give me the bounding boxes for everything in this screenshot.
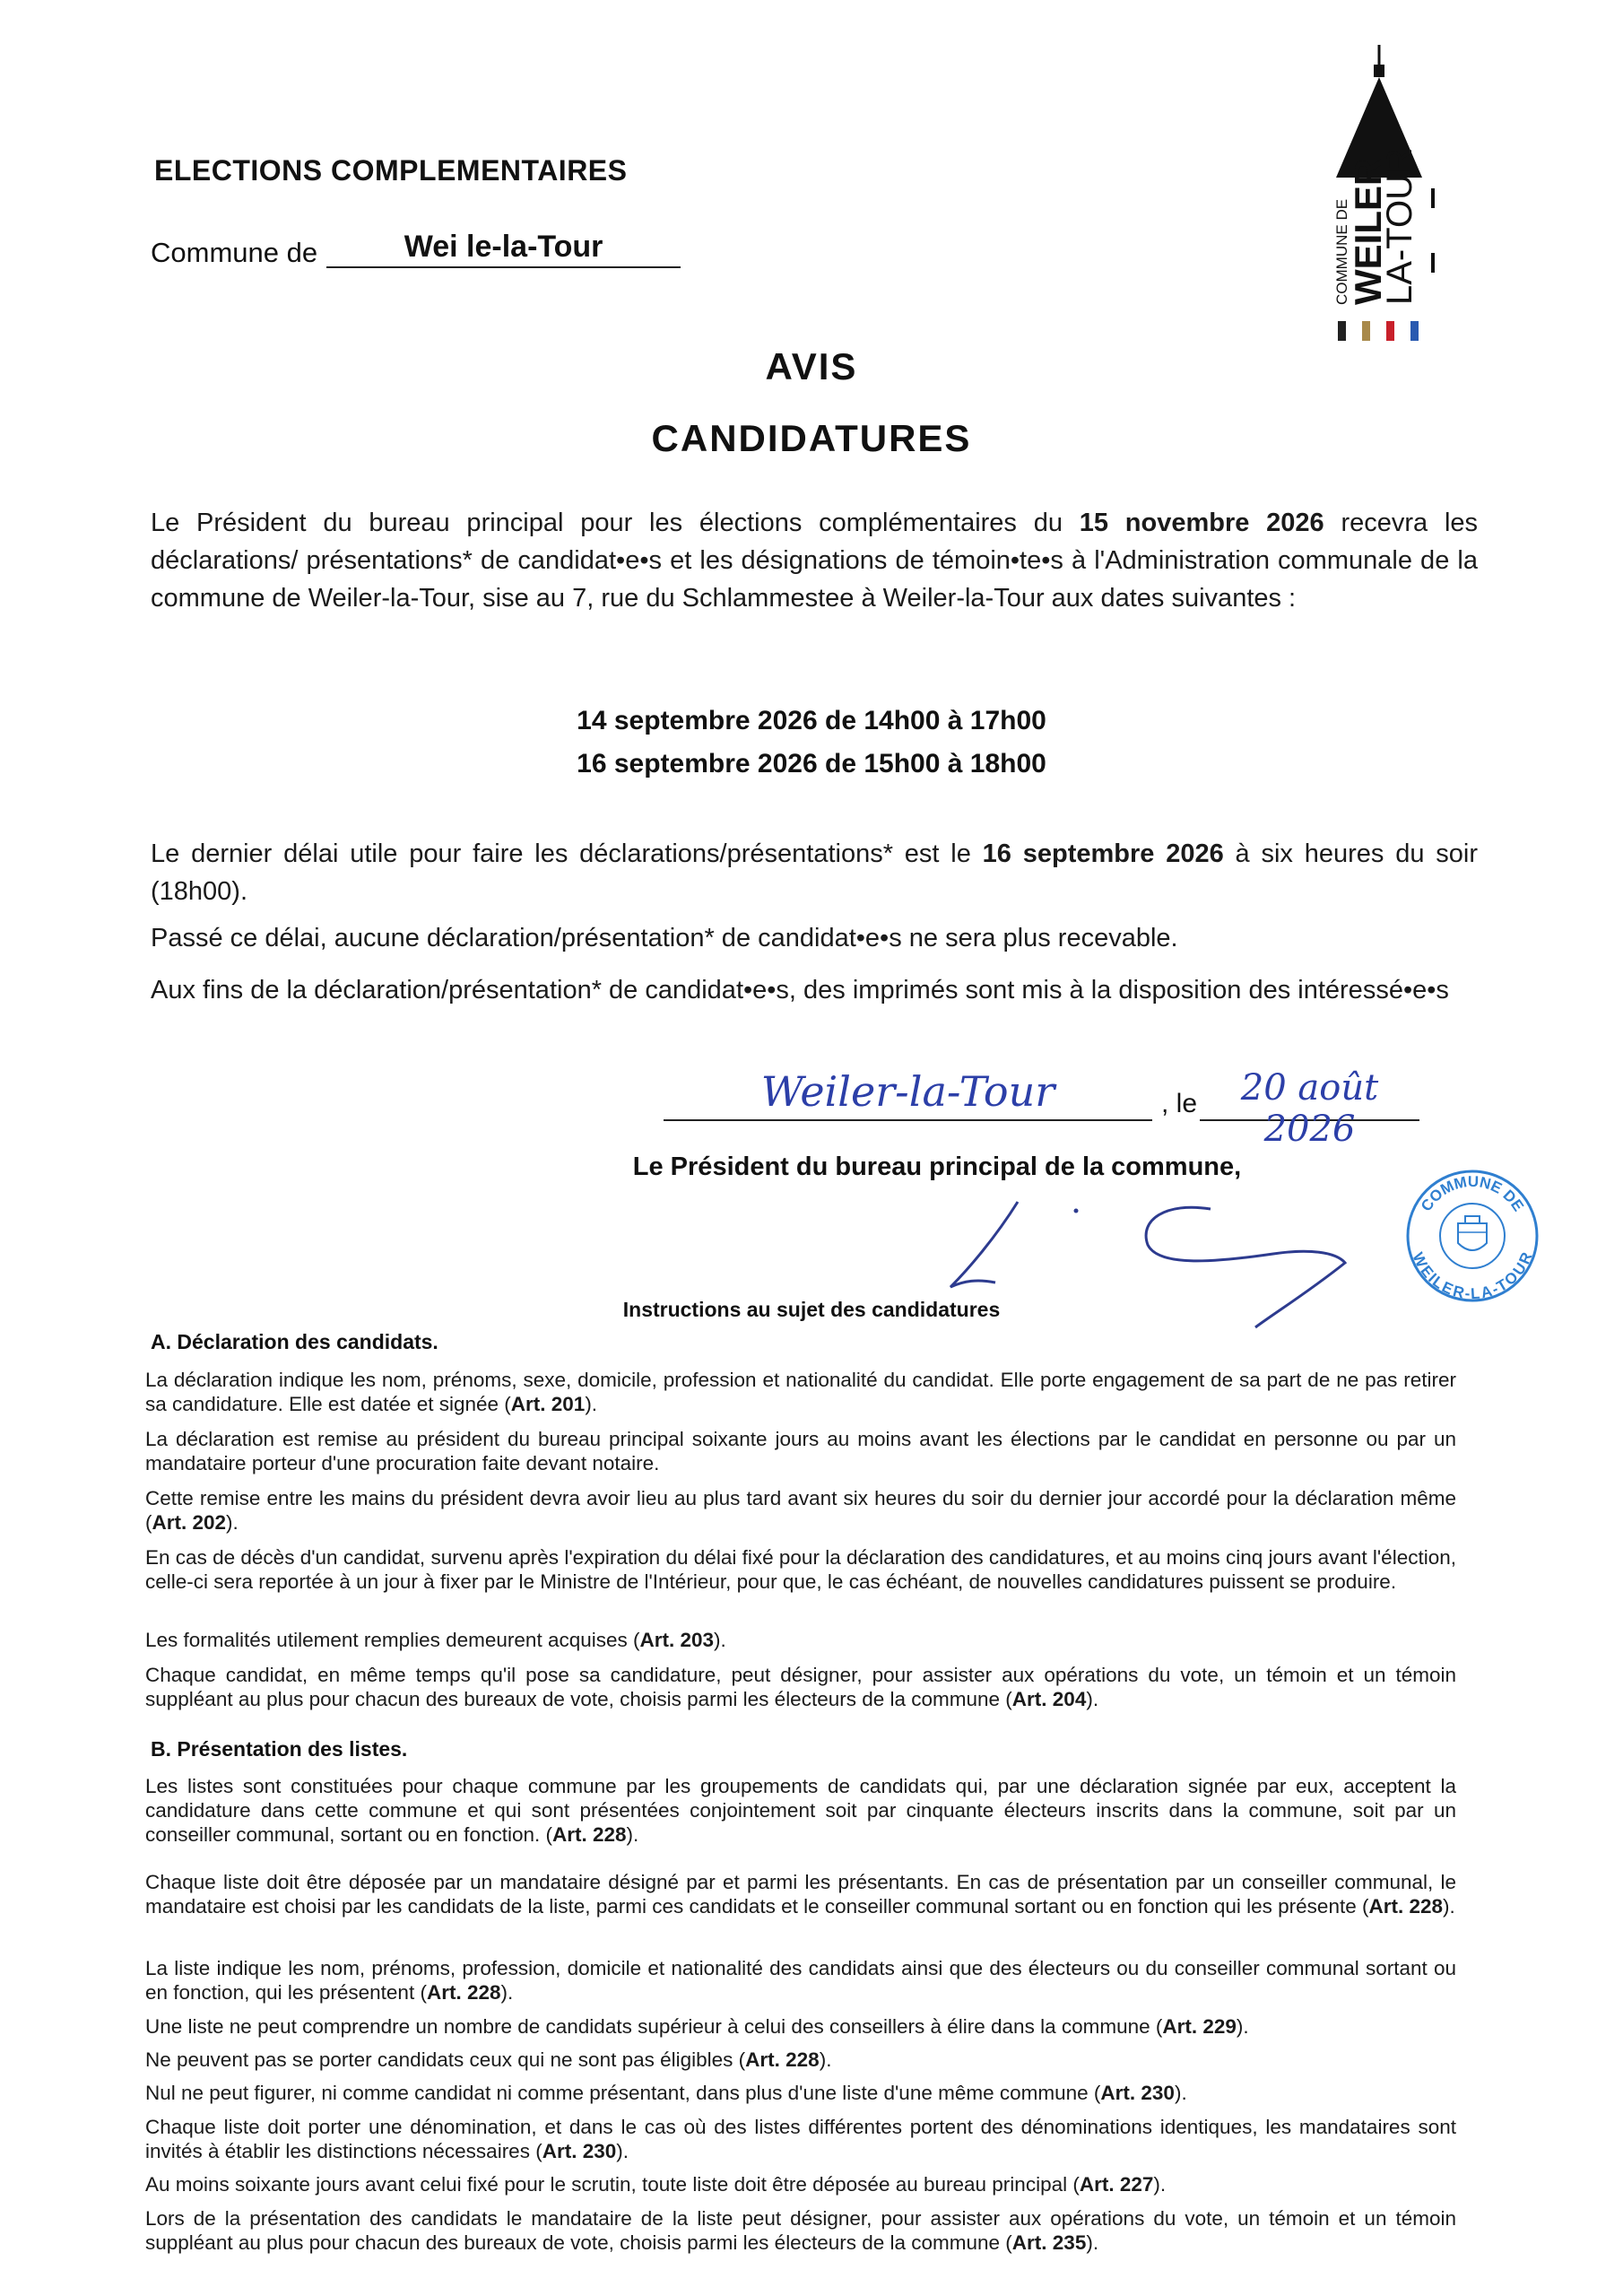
heading-avis: AVIS [765, 345, 858, 387]
date-line: 14 septembre 2026 de 14h00 à 17h00 [577, 706, 1046, 735]
logo-color-bar [1338, 321, 1346, 341]
commune-line [151, 230, 681, 274]
section-b-p1: Les listes sont constituées pour chaque commune par les groupements de candidats qui, par une déclaration signée par eux, acceptent la candidature dans cette commune et qui sont présentées conjointement soit par cinquante électeurs inscrits dans la commune, soit par un conseiller communal, sortant ou en fonction. (Art. 228). [145, 1775, 1456, 1846]
heading-candidatures: CANDIDATURES [651, 417, 972, 459]
stamp-top-text: COMMUNE DE [1417, 1172, 1528, 1214]
commune-logo [1318, 45, 1453, 350]
logo-line1: COMMUNE DE [1333, 198, 1350, 305]
logo-color-bars [1338, 321, 1419, 341]
date-line: 16 septembre 2026 de 15h00 à 18h00 [577, 749, 1046, 778]
section-b-p6: Nul ne peut figurer, ni comme candidat ni comme présentant, dans plus d'une liste d'une même commune (Art. 230). [145, 2082, 1187, 2104]
deadline-date: 16 septembre 2026 [982, 839, 1224, 868]
section-b-title: B. Présentation des listes. [151, 1737, 408, 1761]
section-b-p7: Chaque liste doit porter une dénomination, et dans le cas où des listes différentes portent des dénominations identiques, les mandataires sont invités à établir les distinctions nécessaires (Art. 230). [145, 2116, 1456, 2162]
instructions-title: Instructions au sujet des candidatures [622, 1298, 1001, 1321]
president-title: Le Président du bureau principal de la commune, [632, 1152, 1242, 1181]
intro-paragraph: Le Président du bureau principal pour les élections complémentaires du 15 novembre 2026 recevra les déclarations/ présentations* de candidat•e•s et les désignations de témoin•te•s à l'Administration communale de la commune de Weiler-la-Tour, sise au 7, rue du Schlammestee à Weiler-la-Tour aux dates suivantes : [151, 509, 1479, 613]
logo-line3: LA-TOUR [1380, 148, 1419, 305]
stamp-bottom-text: WEILER-LA-TOUR [1409, 1249, 1536, 1303]
signature-date: 20 août 2026 [1200, 1067, 1419, 1121]
forms-notice: Aux fins de la déclaration/présentation* de candidat•e•s, des imprimés sont mis à la disposition des intéressé•e•s [151, 976, 1449, 1004]
deadline-paragraph: Le dernier délai utile pour faire les déclarations/présentations* est le 16 septembre 2026 à six heures du soir (18h00). [151, 839, 1478, 906]
dates-block [0, 700, 1623, 786]
section-a-p1: La déclaration indique les nom, prénoms, sexe, domicile, profession et nationalité du candidat. Elle porte engagement de sa part de ne pas retirer sa candidature. Elle est datée et signée (Art. 201). [145, 1369, 1456, 1415]
election-date: 15 novembre 2026 [1079, 509, 1324, 537]
svg-text:COMMUNE DE [1418, 1173, 1527, 1214]
section-a-title: A. Déclaration des candidats. [151, 1330, 438, 1353]
commune-label: Commune de [151, 237, 318, 268]
section-a-p5: Les formalités utilement remplies demeurent acquises (Art. 203). [145, 1629, 726, 1651]
svg-text:WEILER-LA-TOUR [1409, 1250, 1535, 1303]
section-b-p8: Au moins soixante jours avant celui fixé pour le scrutin, toute liste doit être déposée au bureau principal (Art. 227). [145, 2173, 1167, 2196]
section-a-p2: La déclaration est remise au président du bureau principal soixante jours au moins avant les élections par le candidat en personne ou par un mandataire porteur d'une procuration faite devant notaire. [145, 1428, 1456, 1474]
section-b-p9: Lors de la présentation des candidats le mandataire de la liste peut désigner, pour assister aux opérations du vote, un témoin et un témoin suppléant au plus pour chacun des bureaux de vote, choisis parmi les électeurs de la commune (Art. 235). [145, 2207, 1456, 2254]
signature-place: Weiler-la-Tour [664, 1067, 1152, 1121]
logo-line2: WEILER [1347, 158, 1389, 305]
section-b-p5: Ne peuvent pas se porter candidats ceux qui ne sont pas éligibles (Art. 228). [145, 2048, 832, 2071]
signature-line [664, 1067, 1435, 1150]
section-b-p3: La liste indique les nom, prénoms, profession, domicile et nationalité des candidats ainsi que des électeurs ou du conseiller communal sortant ou en fonction, qui les présentent (Art. 228). [145, 1957, 1456, 2004]
commune-stamp [1401, 1164, 1544, 1308]
logo-color-bar [1410, 321, 1419, 341]
section-a-p6: Chaque candidat, en même temps qu'il pose sa candidature, peut désigner, pour assister aux opérations du vote, un témoin et un témoin suppléant au plus pour chacun des bureaux de vote, choisis parmi les électeurs de la commune (Art. 204). [145, 1664, 1456, 1710]
commune-name-field: Wei le-la-Tour [326, 230, 681, 268]
logo-color-bar [1386, 321, 1394, 341]
section-b-p2: Chaque liste doit être déposée par un mandataire désigné par et parmi les présentants. En cas de présentation par un conseiller communal, le mandataire est choisi par les candidats de la liste, parmi ces candidats et le conseiller communal sortant ou en fonction qui les présente (Art. 228). [145, 1871, 1456, 1918]
logo-color-bar [1362, 321, 1370, 341]
election-title: ELECTIONS COMPLEMENTAIRES [154, 154, 628, 187]
section-a-p3: Cette remise entre les mains du président devra avoir lieu au plus tard avant six heures du soir du dernier jour accordé pour la déclaration même (Art. 202). [145, 1487, 1456, 1534]
section-a-p4: En cas de décès d'un candidat, survenu après l'expiration du délai fixé pour la déclaration des candidatures, et au moins cinq jours avant l'élection, celle-ci sera reportée à un jour à fixer par le Ministre de l'Intérieur, pour que, le cas échéant, de nouvelles candidatures puissent se produire. [145, 1546, 1456, 1593]
section-b-p4: Une liste ne peut comprendre un nombre de candidats supérieur à celui des conseillers à élire dans la commune (Art. 229). [145, 2015, 1249, 2038]
signature-le: , le [1161, 1089, 1198, 1118]
late-notice: Passé ce délai, aucune déclaration/présentation* de candidat•e•s ne sera plus recevable. [151, 924, 1178, 952]
